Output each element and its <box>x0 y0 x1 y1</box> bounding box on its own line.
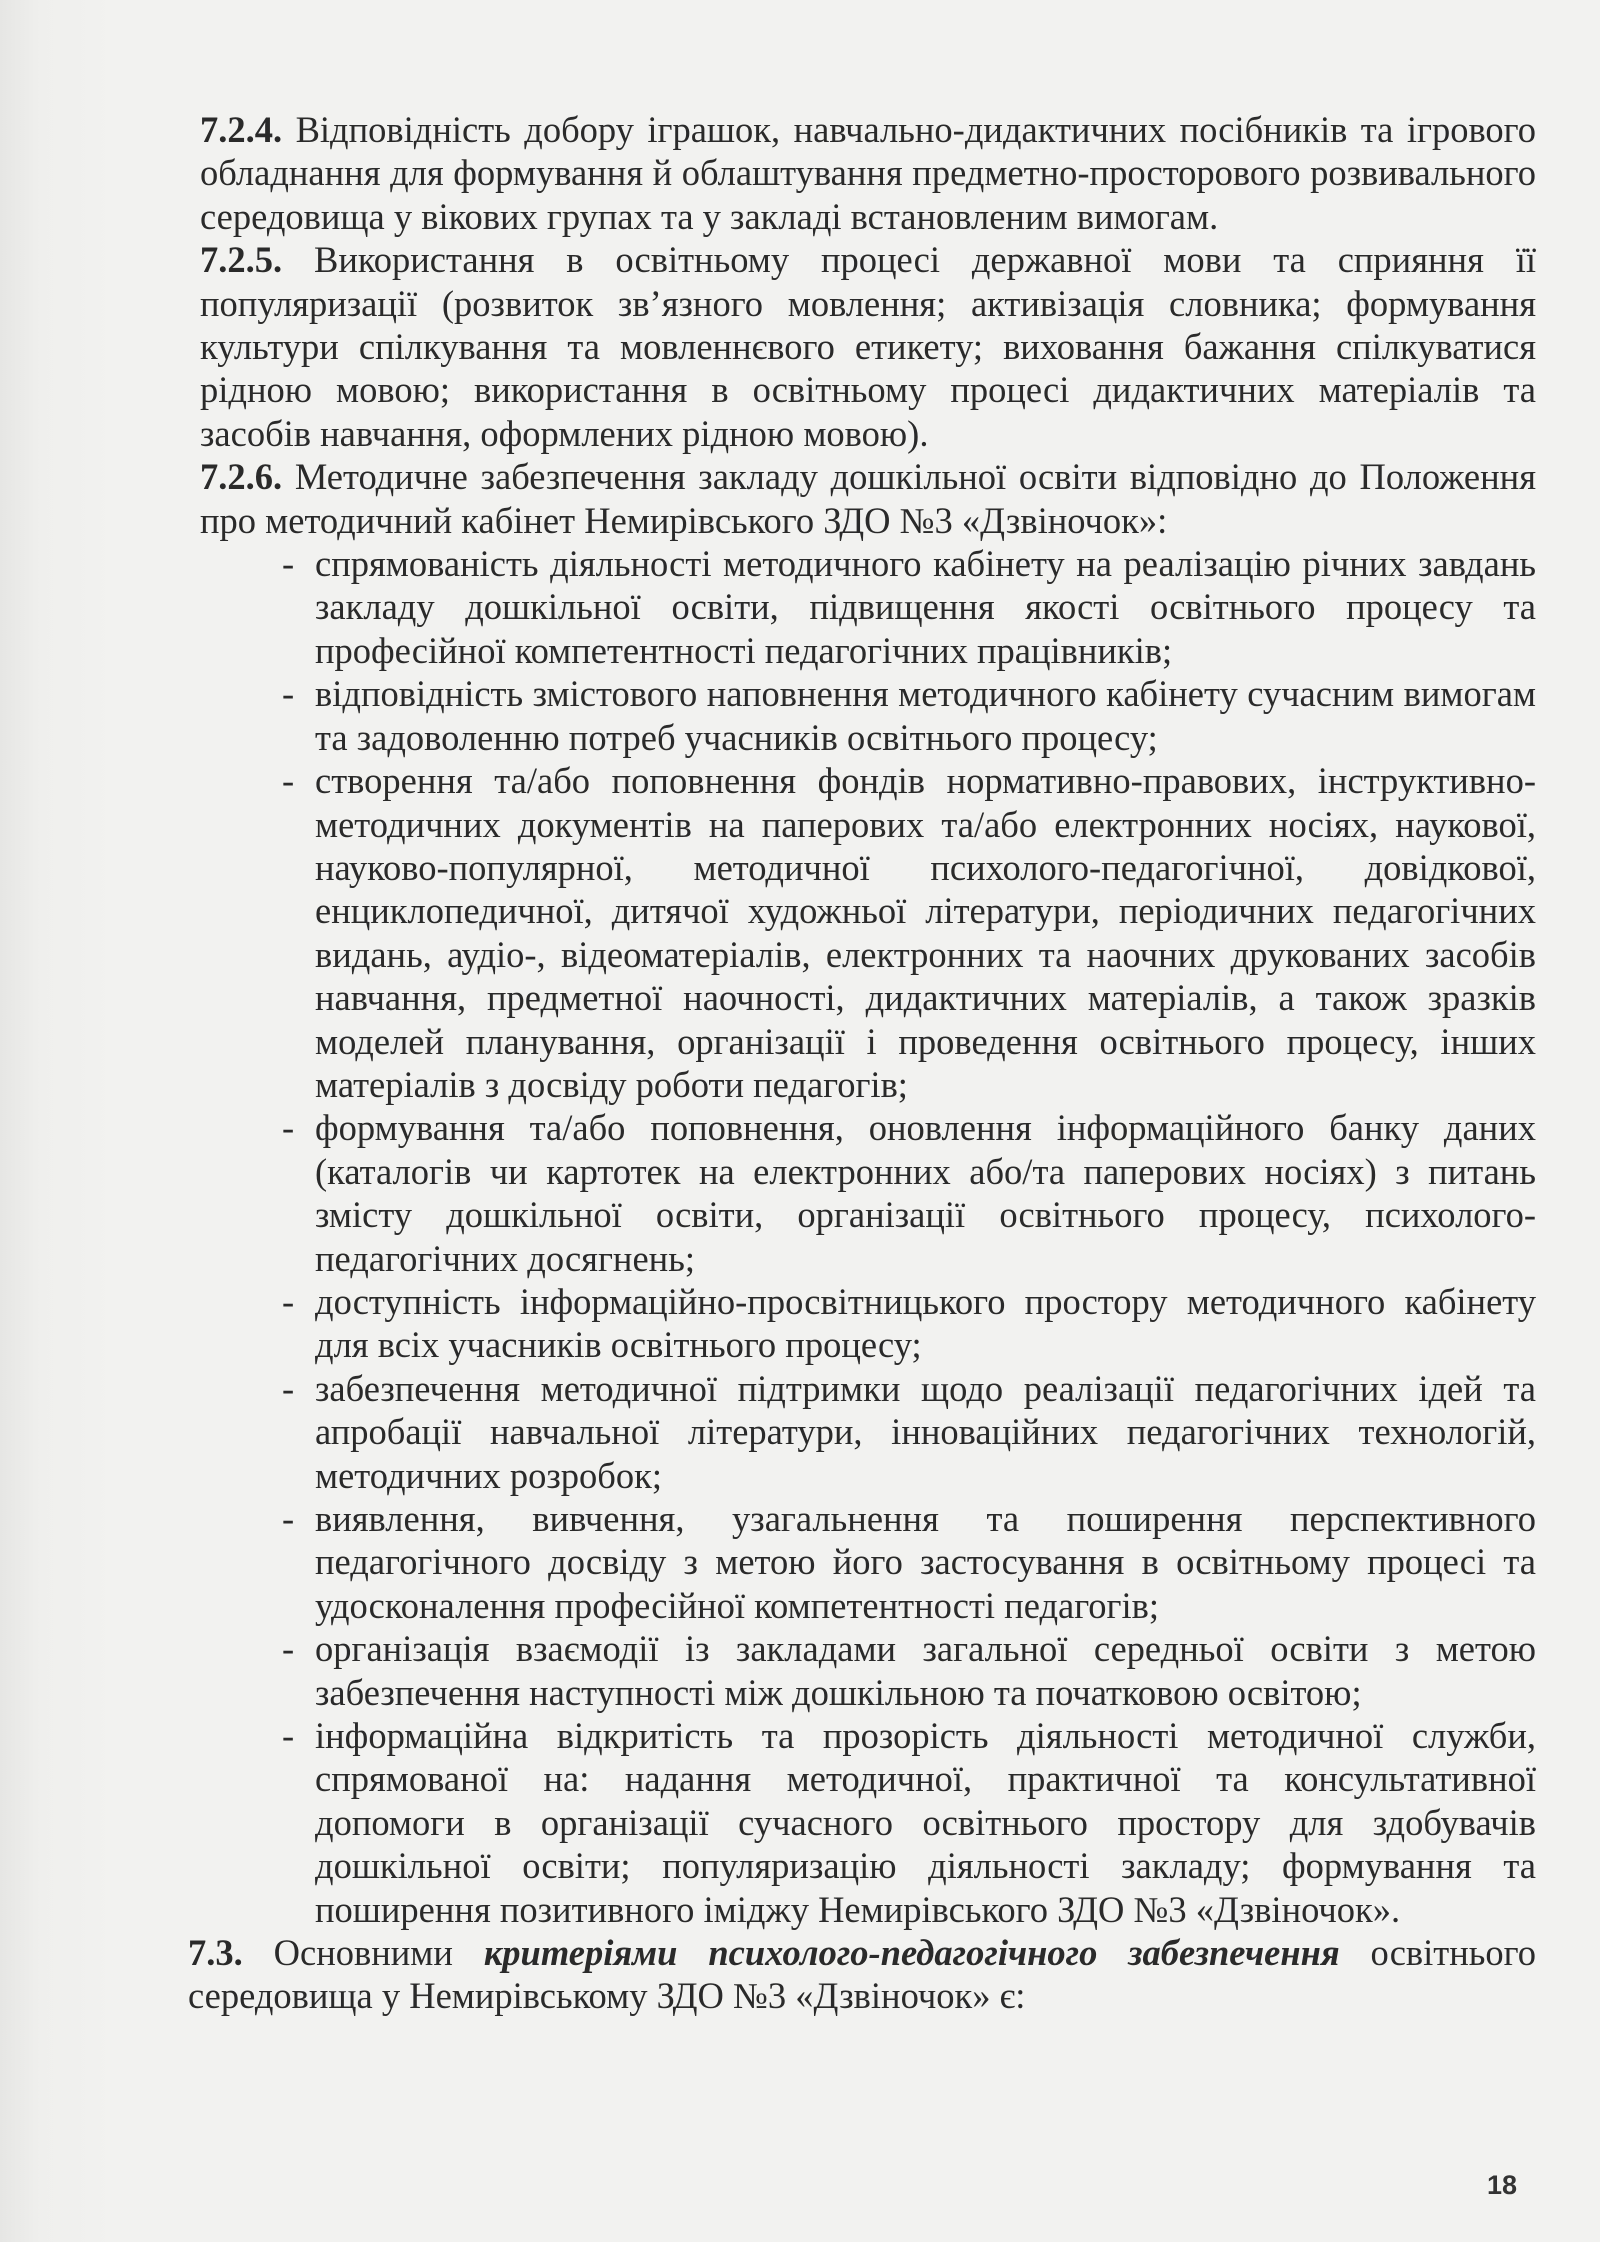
section-text-after: освітнього середовища у Немирівському ЗДО №3 «Дзвіночок» є: <box>188 1932 1536 2017</box>
section-number: 7.2.4. <box>200 109 283 150</box>
list-item <box>200 542 1536 672</box>
dash-bullet-icon: - <box>282 1280 295 1322</box>
section-7-2-6 <box>200 455 1536 542</box>
section-text: Методичне забезпечення закладу дошкільної освіти відповідно до Положення про методичний кабінет Немирівського ЗДО №3 «Дзвіночок»: <box>200 456 1536 541</box>
dash-bullet-icon: - <box>282 543 295 585</box>
list-item-text: забезпечення методичної підтримки щодо реалізації педагогічних ідей та апробації навчальної літератури, інноваційних педагогічних технологій, методичних розробок; <box>315 1367 1536 1496</box>
section-number: 7.2.6. <box>200 456 283 498</box>
dash-bullet-icon: - <box>282 760 295 802</box>
list-item <box>200 1714 1536 1931</box>
list-item <box>200 1627 1536 1714</box>
dash-bullet-icon: - <box>282 1715 295 1757</box>
list-item <box>200 1280 1536 1367</box>
list-item <box>200 672 1536 759</box>
section-7-3 <box>188 1931 1536 2018</box>
section-7-2-4 <box>200 108 1536 238</box>
section-text: Відповідність добору іграшок, навчально-дидактичних посібників та ігрового обладнання для формування й облаштування предметно-просторового розвивального середовища у вікових групах та у закладі встановленим вимогам. <box>200 109 1536 237</box>
dash-bullet-icon: - <box>282 1498 295 1539</box>
list-item-text: інформаційна відкритість та прозорість діяльності методичної служби, спрямованої на: надання методичної, практичної та консультативної допомоги в організації сучасного освітнього простору для здобувачів дошкільної освіти; популяризацію діяльності закладу; формування та поширення позитивного іміджу Немирівського ЗДО №3 «Дзвіночок». <box>315 1715 1536 1930</box>
dash-bullet-icon: - <box>282 1628 295 1670</box>
list-item <box>200 1106 1536 1280</box>
list-item-text: виявлення, вивчення, узагальнення та поширення перспективного педагогічного досвіду з метою його застосування в освітньому процесі та удосконалення професійної компетентності педагогів; <box>315 1498 1536 1626</box>
list-item <box>200 759 1536 1106</box>
dash-bullet-icon: - <box>282 1367 295 1409</box>
list-item-text: відповідність змістового наповнення методичного кабінету сучасним вимогам та задоволенню потреб учасників освітнього процесу; <box>315 673 1536 758</box>
section-text: Використання в освітньому процесі державної мови та сприяння її популяризації (розвиток зв’язного мовлення; активізація словника; формування культури спілкування та мовленнєвого етикету; виховання бажання спілкуватися рідною мовою; використання в освітньому процесі дидактичних матеріалів та засобів навчання, оформлених рідною мовою). <box>200 239 1536 454</box>
list-item-text: спрямованість діяльності методичного кабінету на реалізацію річних завдань закладу дошкільної освіти, підвищення якості освітнього процесу та професійної компетентності педагогічних працівників; <box>315 543 1536 671</box>
list-item-text: доступність інформаційно-просвітницького простору методичного кабінету для всіх учасників освітнього процесу; <box>315 1280 1536 1366</box>
list-item <box>200 1367 1536 1497</box>
document-body <box>188 108 1536 2018</box>
page-number: 18 <box>1487 2170 1518 2200</box>
section-text-before: Основними <box>242 1932 484 1974</box>
section-7-2-5 <box>200 238 1536 455</box>
dash-bullet-icon: - <box>282 673 295 715</box>
list-item-text: формування та/або поповнення, оновлення інформаційного банку даних (каталогів чи картотек на електронних або/та паперових носіях) з питань змісту дошкільної освіти, організації освітнього процесу, психолого-педагогічних досягнень; <box>315 1107 1536 1279</box>
dash-bullet-icon: - <box>282 1107 295 1149</box>
list-item-text: створення та/або поповнення фондів нормативно-правових, інструктивно-методичних документів на паперових та/або електронних носіях, наукової, науково-популярної, методичної психолого-педагогічної, довідкової, енциклопедичної, дитячої художньої літератури, періодичних педагогічних видань, аудіо-, відеоматеріалів, електронних та наочних друкованих засобів навчання, предметної наочності, дидактичних матеріалів, а також зразків моделей планування, організації і проведення освітнього процесу, інших матеріалів з досвіду роботи педагогів; <box>315 760 1536 1105</box>
methodical-support-list <box>200 542 1536 1931</box>
section-number: 7.3. <box>188 1932 243 1974</box>
section-emphasis: критеріями психолого-педагогічного забезпечення <box>483 1932 1340 1974</box>
section-number: 7.2.5. <box>200 239 283 281</box>
list-item <box>200 1497 1536 1627</box>
list-item-text: організація взаємодії із закладами загальної середньої освіти з метою забезпечення наступності між дошкільною та початковою освітою; <box>315 1628 1536 1713</box>
